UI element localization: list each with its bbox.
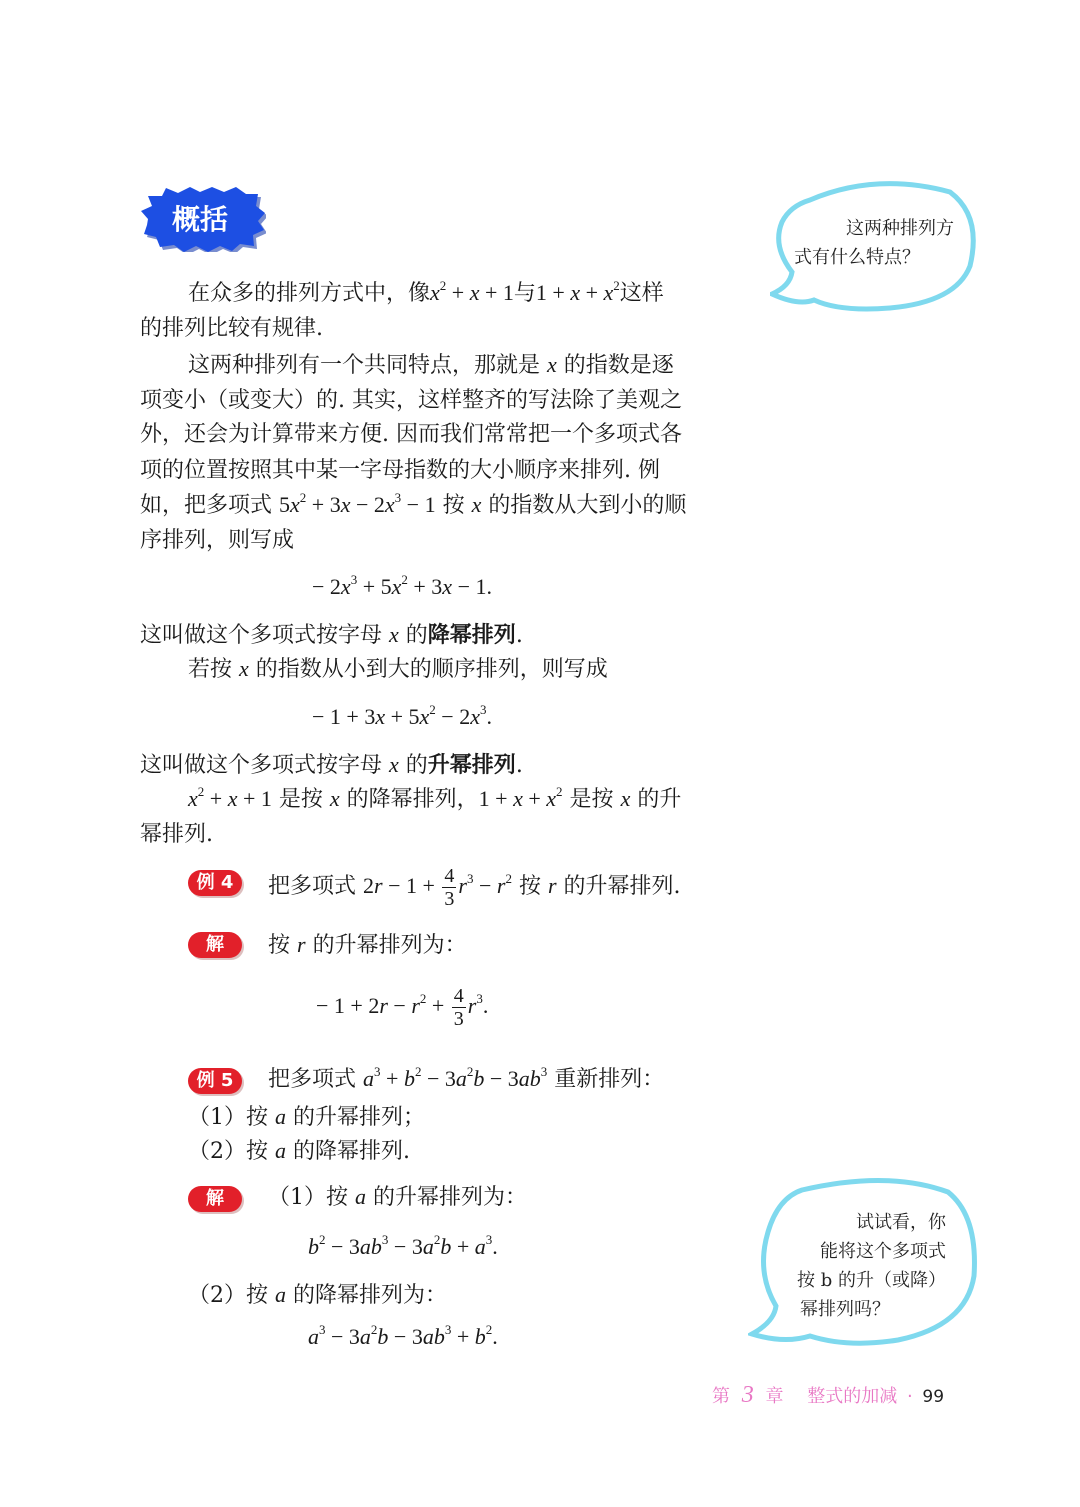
para4-line1: $x^2 + x + 1$ 是按 x 的降幂排列，$1 + x + x^2$ 是按 x 的升 <box>188 784 682 812</box>
solution4-tag: 解 <box>188 932 242 958</box>
example5-text: 把多项式 $a^3 + b^2 - 3a^2b - 3ab^3$ 重新排列： <box>268 1064 665 1092</box>
thought-bubble-top <box>770 176 982 316</box>
solution5-part1: （1）按 a 的升幂排列为： <box>268 1184 528 1210</box>
example5-question2: （2）按 a 的降幂排列. <box>188 1138 410 1164</box>
bubble-top-line2: 式有什么特点？ <box>794 247 920 268</box>
para2-line6: 序排列，则写成 <box>140 528 295 553</box>
section-badge <box>138 186 266 252</box>
para3-line1: 若按 x 的指数从小到大的顺序排列，则写成 <box>188 656 608 682</box>
definition-ascending: 这叫做这个多项式按字母 x 的升幂排列. <box>140 752 523 778</box>
chapter-label-a: 第 <box>712 1386 730 1407</box>
para4-line2: 幂排列. <box>140 822 213 847</box>
formula-descending: − $2x^3 + 5x^2 + 3x - 1$. <box>312 572 492 599</box>
bubble-top-line1: 这两种排列方 <box>846 218 954 239</box>
chapter-label-b: 章 <box>765 1386 784 1407</box>
bubble-bottom-line4: 幂排列吗？ <box>800 1299 890 1320</box>
para2-line3: 外，还会为计算带来方便. 因而我们常常把一个多项式各 <box>140 422 682 447</box>
bubble-bottom-line2: 能将这个多项式 <box>820 1241 946 1262</box>
example5-tag: 例 5 <box>188 1068 242 1094</box>
chapter-title: 整式的加减 <box>807 1386 898 1407</box>
solution4-formula: − $1 + 2r - r^2$ + $\frac{4}{3}$ $r^3$. <box>316 985 489 1031</box>
example4-text: 把多项式 2r − 1 + $\frac{4}{3}$ $r^3 - r^2$ 按 r 的升幂排列. <box>268 865 681 911</box>
solution5-formula1: $b^2 - 3ab^3 - 3a^2b + a^3$. <box>308 1232 498 1259</box>
bubble-bottom-line3: 按 b 的升（或降） <box>797 1270 946 1291</box>
chapter-number: 3 <box>741 1382 754 1408</box>
para1-line1: 在众多的排列方式中，像$x^2 + x + 1$与$1 + x + x^2$这样 <box>188 278 664 306</box>
para1-line2: 的排列比较有规律. <box>140 316 323 341</box>
definition-descending: 这叫做这个多项式按字母 x 的降幂排列. <box>140 622 523 648</box>
example4-tag: 例 4 <box>188 870 242 896</box>
solution5-part2: （2）按 a 的降幂排列为： <box>188 1282 448 1308</box>
solution4-text: 按 r 的升幂排列为： <box>268 932 467 958</box>
para2-line2: 项变小（或变大）的. 其实，这样整齐的写法除了美观之 <box>140 388 682 413</box>
footer-dot: · <box>906 1386 913 1407</box>
page-number: 99 <box>922 1387 945 1407</box>
solution5-formula2: $a^3 - 3a^2b - 3ab^3 + b^2$. <box>308 1322 498 1349</box>
solution5-tag: 解 <box>188 1186 242 1212</box>
formula-ascending: − $1 + 3x + 5x^2 - 2x^3$. <box>312 702 492 729</box>
example5-question1: （1）按 a 的升幂排列； <box>188 1104 426 1130</box>
thought-bubble-bottom <box>748 1176 980 1352</box>
para2-line5: 如，把多项式 $5x^2 + 3x - 2x^3 - 1$ 按 x 的指数从大到小的顺 <box>140 490 687 518</box>
para2-line1: 这两种排列有一个共同特点，那就是 x 的指数是逐 <box>188 352 674 378</box>
page-footer <box>712 1382 944 1409</box>
section-title: 概括 <box>171 203 228 236</box>
para2-line4: 项的位置按照其中某一字母指数的大小顺序来排列. 例 <box>140 458 660 483</box>
bubble-bottom-line1: 试试看，你 <box>856 1212 946 1233</box>
